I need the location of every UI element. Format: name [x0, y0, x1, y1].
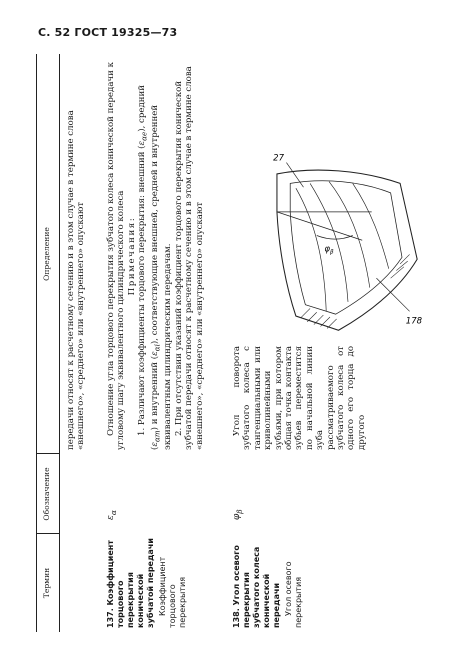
table-top-rule: [36, 54, 37, 632]
hatching: [301, 254, 410, 328]
header-bottom-rule: [59, 54, 60, 632]
eps-ai: ε: [150, 351, 161, 356]
entry-138-symbol: [232, 509, 245, 520]
note1-part-b: ), средний (: [137, 85, 161, 450]
entry-138-symbol-main: φ: [232, 513, 242, 520]
entry-138-term-title: 138. Угол осевого перекрытия зубчатого колеса конической передачи: [232, 545, 281, 628]
figure-label-178: 178: [405, 316, 423, 327]
leader-27: [286, 163, 303, 188]
tooth-line-4: [353, 183, 389, 268]
entry-137-note-2: 2. При отсутствии указаний коэффициент торцового перекрытия конической зубчатой передачи относят к расчетному сечению и в этом случае в термине слова «внешнего», «среднего» или «внутреннего» опускают: [173, 66, 205, 450]
entry-137-term-title: 137. Коэффициент торцового перекрытия конической зубчатой передачи: [106, 538, 155, 628]
eps-ae: ε: [137, 140, 148, 146]
entry-137-definition: [106, 62, 205, 450]
bevel-gear-figure: [258, 140, 438, 350]
column-header-symbol: Обозначение: [42, 467, 51, 521]
continuation-text: [66, 62, 87, 450]
gear-outer-contour: [277, 170, 417, 330]
entry-138-term: [232, 538, 304, 628]
entry-137-symbol-main: ε: [106, 515, 116, 520]
entry-137-def-main: Отношение угла торцового перекрытия зубчатого колеса конической передачи к угловому шагу эквивалентного цилиндрического колеса: [106, 62, 127, 450]
column-header-term: Термин: [42, 567, 51, 599]
note1-part-c: ) и внутренний (: [150, 355, 161, 431]
entry-137-symbol-sub: α: [108, 510, 118, 516]
entry-138-definition: [232, 346, 367, 450]
entry-137-symbol: [106, 510, 119, 520]
leader-178: [376, 278, 409, 311]
tooth-line-1: [296, 188, 326, 311]
entry-137-notes-title: Примечания:: [126, 216, 137, 296]
figure-label-27: 27: [273, 153, 285, 164]
figure-label-phi: $\varphi_\beta$: [324, 244, 334, 256]
gear-inner-contour: [290, 181, 402, 314]
entry-138-term-short: Угол осевого перекрытия: [284, 561, 303, 628]
continuation-paragraph: передачи относят к расчетному сечению и в этом случае в термине слова «внешнего», «среднего» или «внутреннего» опускают: [66, 110, 87, 450]
entry-138-symbol-sub: β: [234, 509, 244, 514]
eps-ae-sub: αe: [139, 131, 149, 141]
column-header-definition: Определение: [42, 227, 51, 281]
angle-arc: [317, 236, 353, 240]
entry-137-term: [106, 538, 188, 628]
tooth-line-3: [329, 182, 370, 288]
note1-part-a: 1. Различают коэффициенты торцового перекрытия: внешний (: [137, 145, 148, 436]
eps-am-sub: αm: [153, 430, 163, 443]
entry-137-note-1: [137, 62, 174, 450]
note1-part-d: ), соответствующие внешней, средней и внутренней эквивалентным цилиндрическим передачам.: [150, 104, 174, 450]
eps-am: ε: [150, 442, 161, 447]
eps-ai-sub: αi: [153, 344, 163, 352]
entry-138-def-text: Угол поворота зубчатого колеса с тангенциальными или криволинейными зубьями, при котором общая точка контакта зубьев переместится по начальной линии зуба рассматриваемого зубчатого колеса от одного его торца до другого: [232, 346, 367, 450]
page-header: С. 52 ГОСТ 19325—73: [38, 26, 178, 39]
entry-137-term-short: Коэффициент торцового перекрытия: [158, 556, 187, 628]
